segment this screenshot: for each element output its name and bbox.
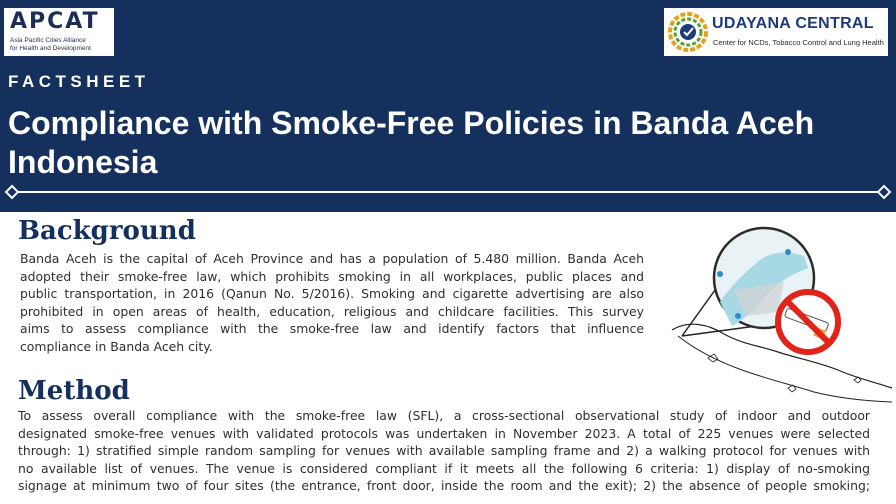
background-line: prohibited in open areas of health, education, religious and childcare facilities. This survey [20,303,644,319]
udayana-emblem-icon [668,12,708,52]
background-line: Banda Aceh is the capital of Aceh Province and has a population of 5.480 million. Banda Aceh [20,251,644,266]
apcat-logo [4,8,114,56]
page-title [8,104,888,182]
factsheet-label: FACTSHEET [8,72,150,91]
background-line: public transportation, in 2016 (Qanun No. 5/2016). Smoking and cigarette advertising are also [20,286,644,301]
method-line: through: 1) stratified simple random sampling for venues with available sampling frame and 2) a walking protocol for venues with [18,443,870,458]
method-line: signage at minimum two of four sites (the entrance, front door, inside the room and the exit); 2) the absence of people smoking; [18,478,870,493]
page-title-line-2: Indonesia [8,144,158,180]
apcat-logo-text: APCAT [10,9,100,34]
method-heading: Method [18,376,130,406]
method-line: designated smoke-free venues with validated protocols was undertaken in November 2023. A total of 225 venues were selected [18,425,870,441]
page-title-line-1: Compliance with Smoke-Free Policies in Banda Aceh [8,105,815,141]
method-line: no available list of venues. The venue is considered compliant if it meets all the following 6 criteria: 1) display of no-smoking [18,460,870,476]
background-paragraph [20,250,644,355]
udayana-central-logo [664,8,888,56]
header-banner [0,0,896,212]
banda-aceh-map-icon [668,212,896,404]
background-heading: Background [18,216,196,246]
method-line: To assess overall compliance with the smoke-free law (SFL), a cross-sectional observational study of indoor and outdoor [18,408,870,423]
background-line: aims to assess compliance with the smoke-free law and identify factors that influence [20,321,644,336]
udayana-subtitle: Center for NCDs, Tobacco Control and Lung Health [713,38,884,47]
apcat-tagline-1: Asia Pacific Cities Alliance [10,37,86,44]
background-line: compliance in Banda Aceh city. [20,338,213,354]
background-line: adopted their smoke-free law, which prohibits smoking in all workplaces, public places and [20,268,644,284]
header-divider [0,182,896,202]
method-paragraph [18,407,870,495]
udayana-title: UDAYANA CENTRAL [712,15,874,32]
apcat-tagline-2: for Health and Development [10,45,91,52]
no-smoking-icon [778,292,838,352]
